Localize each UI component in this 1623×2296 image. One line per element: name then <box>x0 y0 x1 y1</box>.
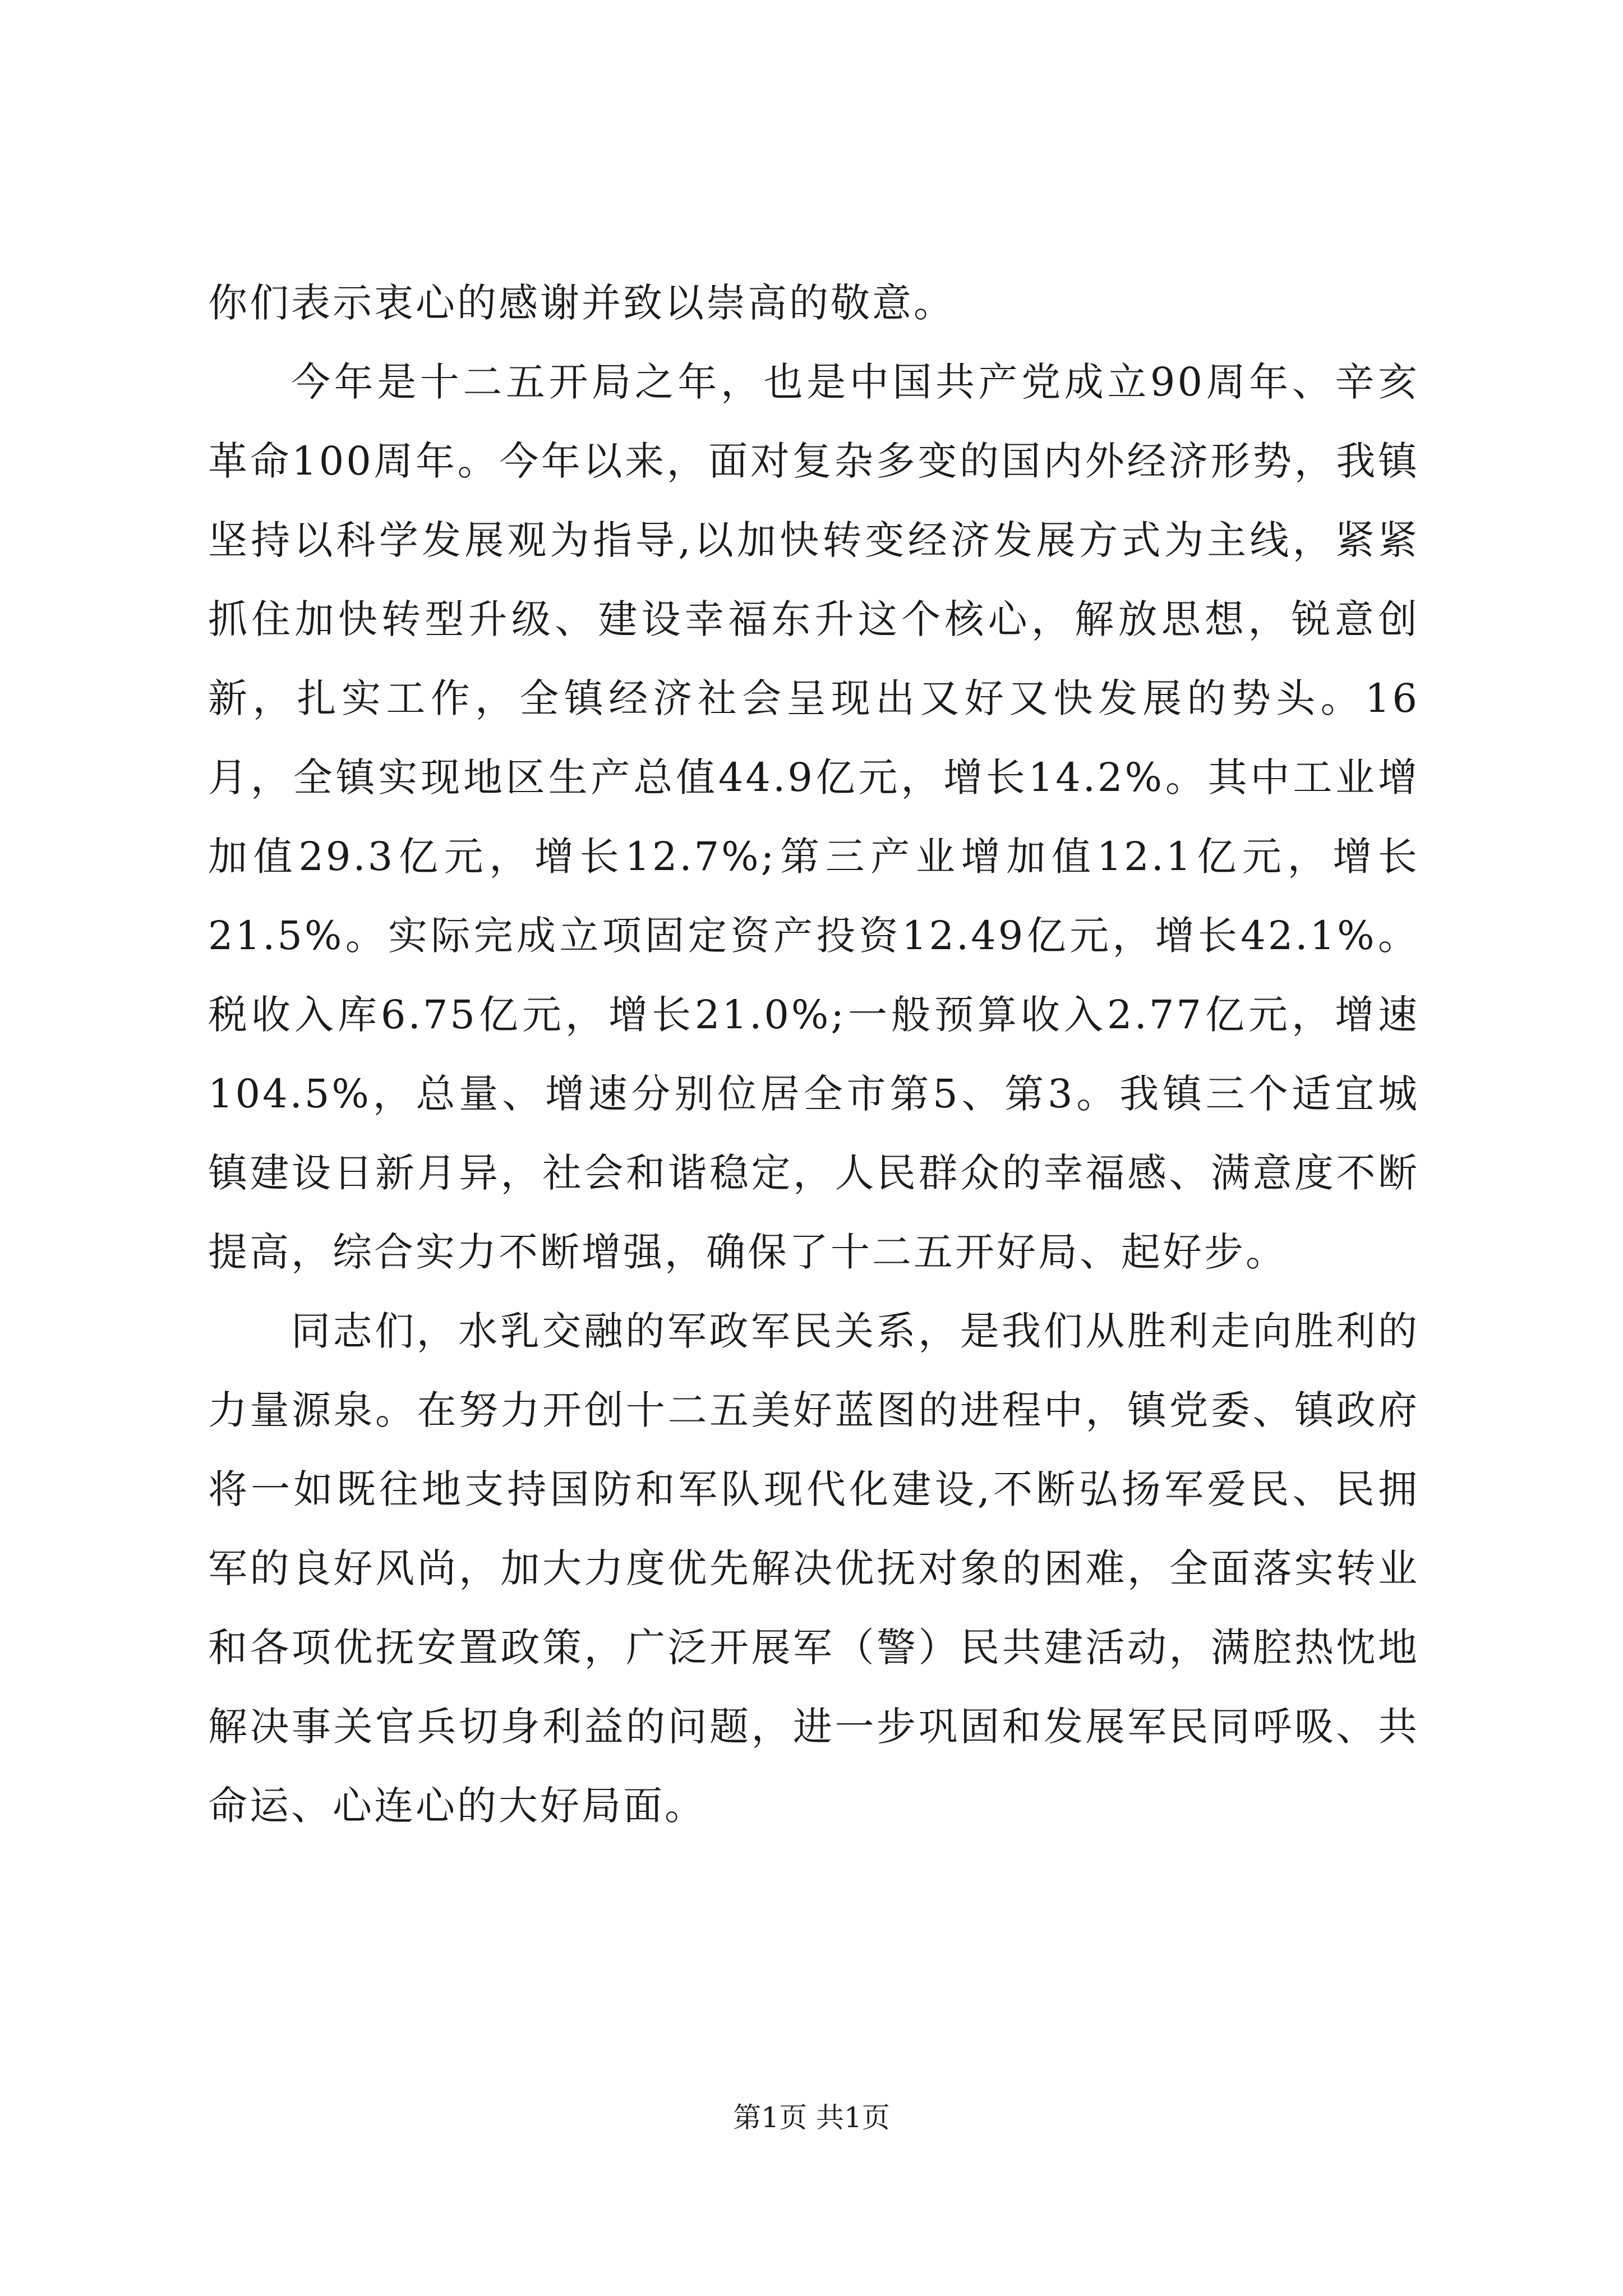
paragraph-economic-summary: 今年是十二五开局之年，也是中国共产党成立90周年、辛亥革命100周年。今年以来，面对复杂多变的国内外经济形势，我镇坚持以科学发展观为指导,以加快转变经济发展方式为主线，紧紧抓住加快转型升级、建设幸福东升这个核心，解放思想，锐意创新，扎实工作，全镇经济社会呈现出又好又快发展的势头。16月，全镇实现地区生产总值44.9亿元，增长14.2%。其中工业增加值29.3亿元，增长12.7%;第三产业增加值12.1亿元，增长21.5%。实际完成立项固定资产投资12.49亿元，增长42.1%。税收入库6.75亿元，增长21.0%;一般预算收入2.77亿元，增速104.5%，总量、增速分别位居全市第5、第3。我镇三个适宜城镇建设日新月异，社会和谐稳定，人民群众的幸福感、满意度不断提高，综合实力不断增强，确保了十二五开好局、起好步。 <box>208 359 1419 1275</box>
page-footer: 第1页 共1页 <box>733 2101 890 2134</box>
document-body <box>208 264 1419 1846</box>
paragraph-continuation: 你们表示衷心的感谢并致以崇高的敬意。 <box>208 280 955 326</box>
paragraph-military-civil-relations: 同志们，水乳交融的军政军民关系，是我们从胜利走向胜利的力量源泉。在努力开创十二五美好蓝图的进程中，镇党委、镇政府将一如既往地支持国防和军队现代化建设,不断弘扬军爱民、民拥军的良好风尚，加大力度优先解决优抚对象的困难，全面落实转业和各项优抚安置政策，广泛开展军（警）民共建活动，满腔热忱地解决事关官兵切身利益的问题，进一步巩固和发展军民同呼吸、共命运、心连心的大好局面。 <box>208 1308 1419 1829</box>
